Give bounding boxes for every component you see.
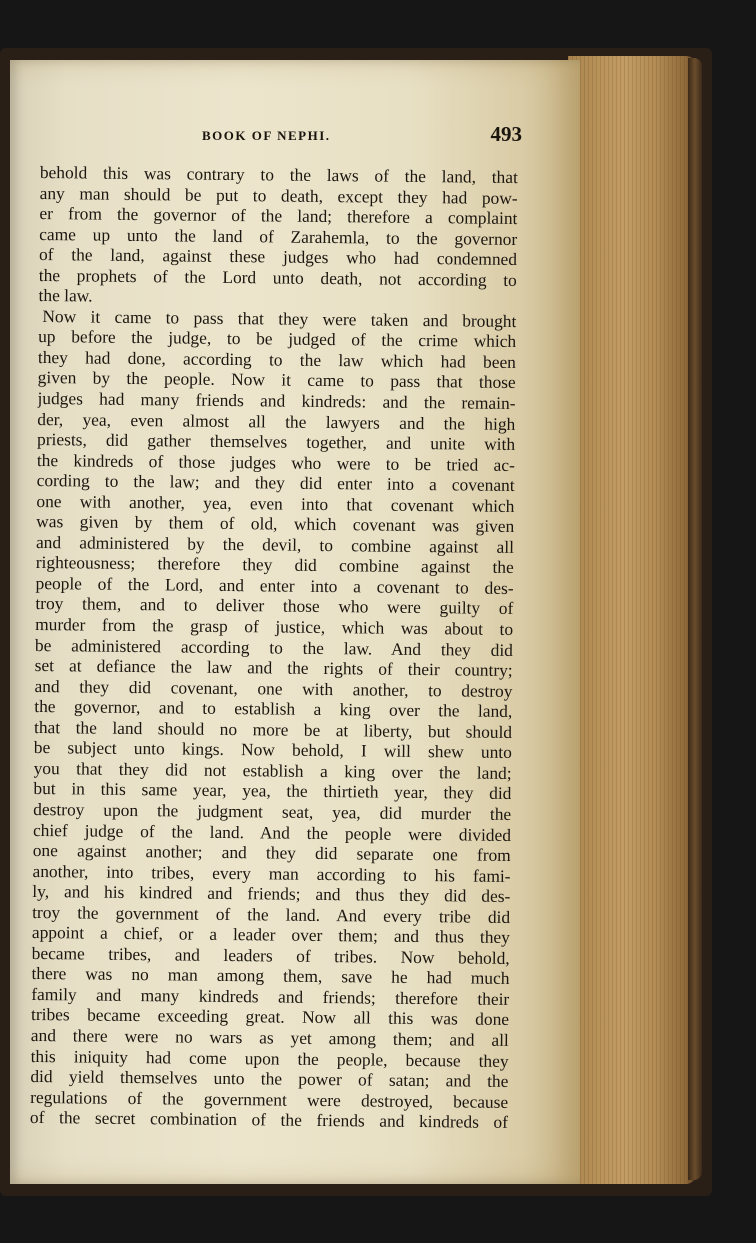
page-edges [568,56,696,1184]
text-line: and there were no wars as yet among them; and all [30,1024,509,1050]
text-line: was given by them of old, which covenant was given [36,511,515,537]
text-line: appoint a chief, or a leader over them; and thus they [31,922,511,948]
cover-edge [688,58,702,1180]
page-number: 493 [490,122,522,146]
text-line: did yield themselves unto the power of satan; and the [30,1066,509,1092]
text-line: troy them, and to deliver those who were guilty of [35,593,514,619]
text-line: of the land, against these judges who had condemned [38,244,518,270]
running-title: BOOK OF NEPHI. [202,128,331,143]
text-line: given by the people. Now it came to pass that those [37,367,516,393]
text-line: and administered by the devil, to combine against all [35,531,515,557]
text-line: cording to the law; and they did enter into a covenant [36,470,515,496]
text-line: of the secret combination of the friends and kindreds of [29,1107,509,1133]
text-line: the prophets of the Lord unto death, not according to [38,264,517,290]
text-line: you that they did not establish a king over the land; [33,757,512,783]
text-line: troy the government of the land. And every tribe did [32,901,511,927]
text-line: there was no man among them, save he had much [31,963,510,989]
text-line: the governor, and to establish a king over the land, [34,696,513,722]
text-line: the kindreds of those judges who were to be tried ac- [36,449,515,475]
text-line: another, into tribes, every man according to his fami- [32,860,511,886]
text-line: der, yea, even almost all the lawyers and the high [37,408,516,434]
body-text [30,162,518,1133]
text-line: judges had many friends and kindreds: and the remain- [37,388,516,414]
text-line: became tribes, and leaders of tribes. Now behold, [31,942,510,968]
text-line: be subject unto kings. Now behold, I will shew unto [33,737,512,763]
text-line: tribes became exceeding great. Now all this was done [30,1004,510,1030]
text-line: they had done, according to the law which had been [37,346,517,372]
text-line: people of the Lord, and enter into a covenant to des- [35,572,514,598]
text-line: up before the judge, to be judged of the crime which [38,326,517,352]
text-line: priests, did gather themselves together, and unite with [36,429,516,455]
text-line: murder from the grasp of justice, which was about to [35,614,514,640]
text-line: one against another; and they did separate one from [32,840,511,866]
text-line: be administered according to the law. And they did [34,634,514,660]
text-line: destroy upon the judgment seat, yea, did murder the [33,798,512,824]
text-line: and they did covenant, one with another, to destroy [34,675,513,701]
text-line: set at defiance the law and the rights of their country; [34,655,513,681]
text-line: family and many kindreds and friends; therefore their [31,983,510,1009]
text-line: Now it came to pass that they were taken and brought [42,305,517,331]
text-line: that the land should no more be at liberty, but should [33,716,513,742]
text-line: chief judge of the land. And the people were divided [32,819,512,845]
text-line: any man should be put to death, except they had pow- [39,182,518,208]
text-line: came up unto the land of Zarahemla, to the governor [39,223,518,249]
text-line: er from the governor of the land; therefore a complaint [39,203,518,229]
page-header [40,122,522,152]
text-line: regulations of the government were destroyed, because [30,1086,509,1112]
text-line: but in this same year, yea, the thirtieth year, they did [33,778,512,804]
text-line: one with another, yea, even into that covenant which [36,490,515,516]
text-line: ly, and his kindred and friends; and thus they did des- [32,881,511,907]
text-line: righteousness; therefore they did combine against the [35,552,514,578]
text-line: behold this was contrary to the laws of the land, that [39,162,518,188]
text-line: this iniquity had come upon the people, because they [30,1045,509,1071]
text-line: the law. [38,285,93,306]
